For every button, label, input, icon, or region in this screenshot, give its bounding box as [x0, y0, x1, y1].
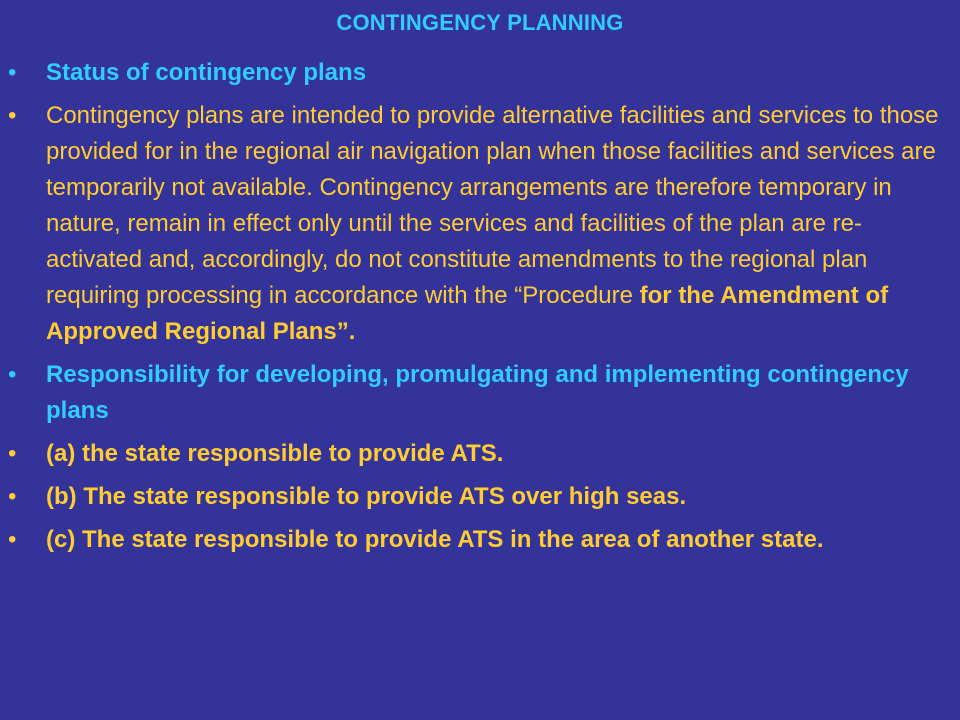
bullet-dot: •	[8, 483, 17, 510]
bullet-dot: •	[8, 59, 17, 86]
bullet-text-bold: for the Amendment of Approved Regional Plans”.	[46, 282, 889, 345]
bullet-item-contingency-description	[0, 98, 960, 350]
bullet-dot: •	[8, 102, 17, 129]
bullet-text: Status of contingency plans	[46, 59, 367, 86]
bullet-item-b	[0, 479, 960, 515]
bullet-dot: •	[8, 526, 17, 553]
bullet-item-status-heading	[0, 55, 960, 91]
bullet-text: (b) The state responsible to provide ATS over high seas.	[46, 483, 687, 510]
slide-title: CONTINGENCY PLANNING	[336, 10, 624, 35]
bullet-text: (a) the state responsible to provide ATS.	[46, 440, 504, 467]
bullet-item-c	[0, 522, 960, 558]
bullet-text-regular: Contingency plans are intended to provide alternative facilities and services to those provided for in the regional air navigation plan when those facilities and services are temporarily not available. Contingency arrangements are therefore temporary in nature, remain in effect only until the services and facilities of the plan are re-activated and, accordingly, do not constitute amendments to the regional plan requiring processing in accordance with the “Procedure	[46, 102, 939, 309]
bullet-dot: •	[8, 440, 17, 467]
bullet-list	[0, 55, 960, 565]
bullet-text: Responsibility for developing, promulgating and implementing contingency plans	[46, 361, 909, 424]
bullet-item-responsibility-heading	[0, 357, 960, 429]
bullet-item-a	[0, 436, 960, 472]
bullet-dot: •	[8, 361, 17, 388]
bullet-text: (c) The state responsible to provide ATS in the area of another state.	[46, 526, 824, 553]
